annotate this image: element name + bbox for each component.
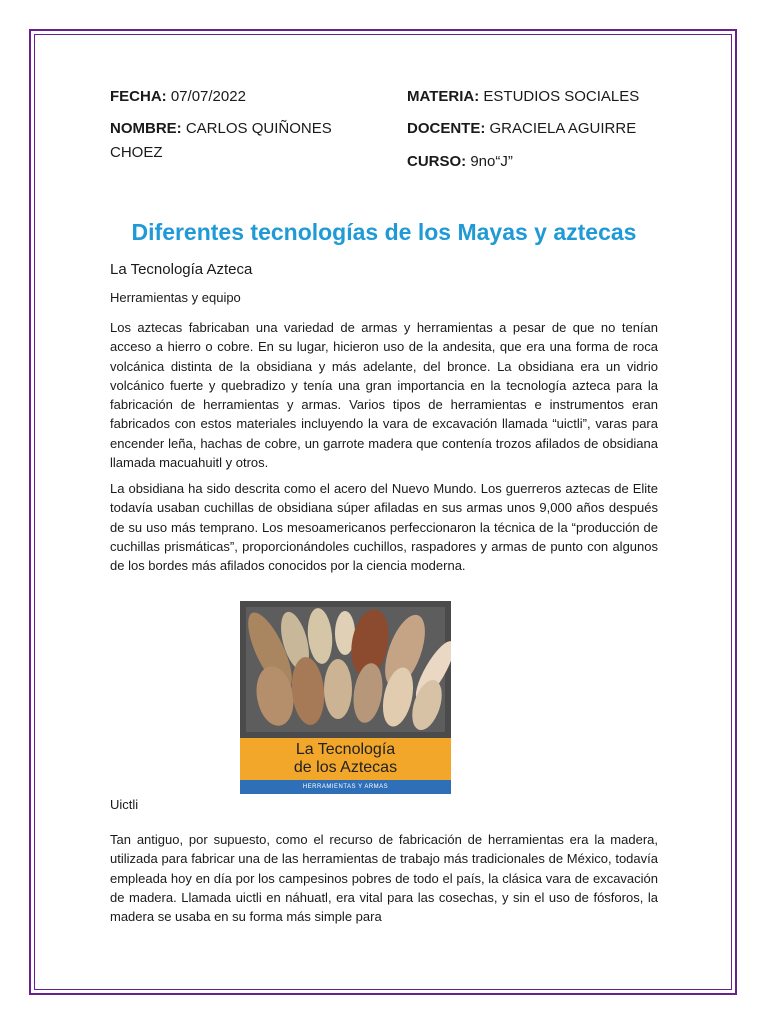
fecha-field <box>110 85 380 109</box>
materia-label: MATERIA: <box>407 88 480 105</box>
uictli-heading: Uictli <box>110 797 139 812</box>
docente-value: GRACIELA AGUIRRE <box>489 120 637 137</box>
image-title-line2: de los Aztecas <box>293 759 398 776</box>
image-title-line1: La Tecnología <box>295 741 396 758</box>
curso-field <box>407 150 707 174</box>
paragraph-3: Tan antiguo, por supuesto, como el recurso de fabricación de herramientas era la madera, utilizada para fabricar una de las herramientas de trabajo más tradicionales de México, todavía empleada hoy en día por los campesinos pobres de todo el país, la clásica vara de excavación de madera. Llamada uictli en náhuatl, era vital para las cosechas, y sin el uso de fósforos, la madera se usaba en su forma más simple para <box>110 832 658 925</box>
blades-illustration <box>240 601 451 738</box>
paragraph-2: La obsidiana ha sido descrita como el acero del Nuevo Mundo. Los guerreros aztecas de Elite todavía usaban cuchillas de obsidiana súper afiladas en sus armas unos 9,000 años después de su uso más temprano. Los mesoamericanos perfeccionaron la técnica de la “producción de cuchillas prismáticas”, proporcionándoles cuchillos, raspadores y armas de punto con algunos de los bordes más afilados conocidos por la ciencia moderna. <box>110 481 658 574</box>
image-title-band <box>240 738 451 780</box>
materia-field <box>407 85 707 109</box>
obsidian-blades-photo <box>240 601 451 738</box>
fecha-value: 07/07/2022 <box>170 88 246 105</box>
section-heading: La Tecnología Azteca <box>110 261 253 278</box>
subsection-heading: Herramientas y equipo <box>110 290 241 305</box>
book-cover-image <box>240 601 451 794</box>
nombre-field <box>110 117 380 165</box>
docente-field <box>407 117 707 141</box>
nombre-label: NOMBRE: <box>110 120 182 137</box>
nombre-value: CARLOS QUIÑONES CHOEZ <box>110 120 332 161</box>
curso-value: 9no“J” <box>470 153 513 170</box>
image-subtitle-banner: HERRAMIENTAS Y ARMAS <box>240 780 451 794</box>
docente-label: DOCENTE: <box>407 120 486 137</box>
page-title: Diferentes tecnologías de los Mayas y aztecas <box>131 219 637 245</box>
paragraph-1: Los aztecas fabricaban una variedad de armas y herramientas a pesar de que no tenían acceso a hierro o cobre. En su lugar, hicieron uso de la andesita, que era una forma de roca volcánica distinta de la obsidiana y más adelante, del bronce. La obsidiana era un vidrio volcánico fuerte y quebradizo y tenía una gran importancia en la tecnología azteca para la fabricación de herramientas y armas. Varios tipos de herramientas e instrumentos eran fabricados con estos materiales incluyendo la vara de excavación llamada “uictli”, varas para encender leña, hachas de cobre, un garrote madera que contenía trozos afilados de obsidiana llamada macuahuitl y otros. <box>110 320 658 471</box>
curso-label: CURSO: <box>407 153 467 170</box>
fecha-label: FECHA: <box>110 88 167 105</box>
materia-value: ESTUDIOS SOCIALES <box>483 88 640 105</box>
